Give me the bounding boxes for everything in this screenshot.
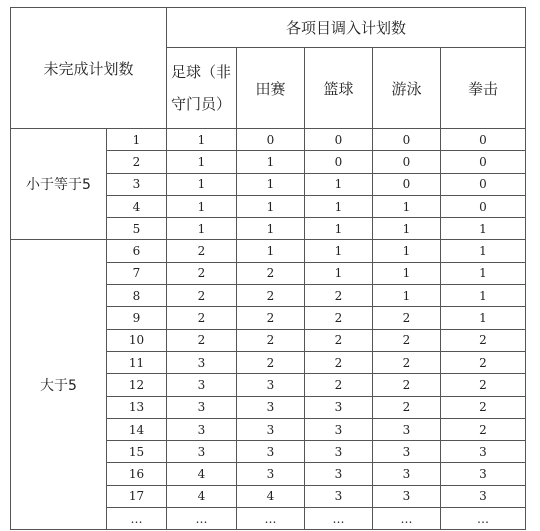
table-row — [11, 240, 526, 262]
column-header-boxing: 拳击 — [441, 48, 526, 129]
value-cell: 3 — [305, 396, 373, 418]
group-header: 各项目调入计划数 — [167, 8, 526, 48]
value-cell: … — [237, 508, 305, 530]
value-cell: 1 — [237, 195, 305, 217]
unfinished-count-cell: 3 — [107, 173, 167, 195]
value-cell: 3 — [441, 463, 526, 485]
value-cell: 1 — [237, 151, 305, 173]
unfinished-count-cell: 6 — [107, 240, 167, 262]
value-cell: 2 — [237, 351, 305, 373]
value-cell: 3 — [305, 418, 373, 440]
column-header-swimming: 游泳 — [373, 48, 441, 129]
value-cell: 1 — [373, 218, 441, 240]
value-cell: 4 — [167, 485, 237, 507]
value-cell: 2 — [167, 285, 237, 307]
value-cell: 2 — [373, 396, 441, 418]
value-cell: 3 — [441, 441, 526, 463]
value-cell: 2 — [305, 374, 373, 396]
value-cell: 0 — [441, 173, 526, 195]
value-cell: 1 — [237, 240, 305, 262]
value-cell: 1 — [305, 218, 373, 240]
value-cell: 2 — [237, 285, 305, 307]
value-cell: 3 — [237, 396, 305, 418]
value-cell: 2 — [237, 307, 305, 329]
value-cell: 1 — [441, 285, 526, 307]
value-cell: 0 — [441, 195, 526, 217]
unfinished-count-cell: 13 — [107, 396, 167, 418]
value-cell: 3 — [237, 374, 305, 396]
value-cell: 2 — [373, 329, 441, 351]
value-cell: 1 — [373, 240, 441, 262]
value-cell: 2 — [237, 262, 305, 284]
unfinished-count-cell: 2 — [107, 151, 167, 173]
value-cell: 1 — [441, 307, 526, 329]
value-cell: 2 — [167, 307, 237, 329]
group-label: 大于5 — [11, 240, 107, 530]
value-cell: … — [441, 508, 526, 530]
unfinished-count-cell: 5 — [107, 218, 167, 240]
value-cell: … — [305, 508, 373, 530]
value-cell: 0 — [237, 129, 305, 151]
value-cell: 1 — [373, 262, 441, 284]
value-cell: 1 — [237, 173, 305, 195]
corner-header: 未完成计划数 — [11, 8, 167, 129]
value-cell: 2 — [167, 240, 237, 262]
value-cell: 2 — [373, 374, 441, 396]
value-cell: 2 — [441, 329, 526, 351]
value-cell: 2 — [305, 285, 373, 307]
value-cell: 1 — [237, 218, 305, 240]
value-cell: 0 — [373, 173, 441, 195]
group-label: 小于等于5 — [11, 129, 107, 240]
value-cell: 1 — [305, 240, 373, 262]
value-cell: 1 — [441, 240, 526, 262]
value-cell: … — [167, 508, 237, 530]
unfinished-count-cell: 8 — [107, 285, 167, 307]
value-cell: … — [373, 508, 441, 530]
unfinished-count-cell: 7 — [107, 262, 167, 284]
column-header-soccer: 足球（非守门员） — [167, 48, 237, 129]
value-cell: 0 — [305, 151, 373, 173]
value-cell: 4 — [167, 463, 237, 485]
value-cell: 2 — [167, 329, 237, 351]
value-cell: 3 — [305, 441, 373, 463]
value-cell: 4 — [237, 485, 305, 507]
allocation-table — [10, 7, 526, 530]
value-cell: 2 — [441, 396, 526, 418]
value-cell: 2 — [441, 374, 526, 396]
allocation-table-container — [10, 7, 526, 530]
value-cell: 2 — [237, 329, 305, 351]
value-cell: 3 — [305, 485, 373, 507]
column-header-basketball: 篮球 — [305, 48, 373, 129]
value-cell: 1 — [441, 218, 526, 240]
value-cell: 2 — [373, 307, 441, 329]
value-cell: 1 — [305, 173, 373, 195]
value-cell: 2 — [167, 262, 237, 284]
unfinished-count-cell: 12 — [107, 374, 167, 396]
unfinished-count-cell: 1 — [107, 129, 167, 151]
value-cell: 3 — [167, 418, 237, 440]
unfinished-count-cell: … — [107, 508, 167, 530]
value-cell: 1 — [373, 285, 441, 307]
value-cell: 3 — [373, 441, 441, 463]
unfinished-count-cell: 4 — [107, 195, 167, 217]
unfinished-count-cell: 16 — [107, 463, 167, 485]
value-cell: 2 — [373, 351, 441, 373]
value-cell: 1 — [305, 262, 373, 284]
unfinished-count-cell: 14 — [107, 418, 167, 440]
value-cell: 1 — [441, 262, 526, 284]
unfinished-count-cell: 10 — [107, 329, 167, 351]
value-cell: 0 — [441, 129, 526, 151]
value-cell: 0 — [373, 129, 441, 151]
value-cell: 0 — [305, 129, 373, 151]
value-cell: 2 — [305, 329, 373, 351]
value-cell: 3 — [167, 441, 237, 463]
value-cell: 2 — [305, 307, 373, 329]
value-cell: 3 — [237, 418, 305, 440]
value-cell: 3 — [305, 463, 373, 485]
value-cell: 3 — [237, 463, 305, 485]
unfinished-count-cell: 15 — [107, 441, 167, 463]
value-cell: 0 — [441, 151, 526, 173]
unfinished-count-cell: 9 — [107, 307, 167, 329]
value-cell: 2 — [441, 351, 526, 373]
value-cell: 3 — [167, 374, 237, 396]
value-cell: 3 — [373, 485, 441, 507]
unfinished-count-cell: 11 — [107, 351, 167, 373]
value-cell: 2 — [441, 418, 526, 440]
value-cell: 0 — [373, 151, 441, 173]
value-cell: 1 — [167, 129, 237, 151]
value-cell: 3 — [373, 463, 441, 485]
value-cell: 1 — [373, 195, 441, 217]
value-cell: 1 — [167, 195, 237, 217]
value-cell: 1 — [305, 195, 373, 217]
table-row — [11, 129, 526, 151]
value-cell: 3 — [237, 441, 305, 463]
value-cell: 3 — [167, 351, 237, 373]
value-cell: 1 — [167, 173, 237, 195]
value-cell: 1 — [167, 151, 237, 173]
value-cell: 3 — [441, 485, 526, 507]
column-header-field: 田赛 — [237, 48, 305, 129]
value-cell: 3 — [373, 418, 441, 440]
value-cell: 2 — [305, 351, 373, 373]
value-cell: 3 — [167, 396, 237, 418]
value-cell: 1 — [167, 218, 237, 240]
unfinished-count-cell: 17 — [107, 485, 167, 507]
